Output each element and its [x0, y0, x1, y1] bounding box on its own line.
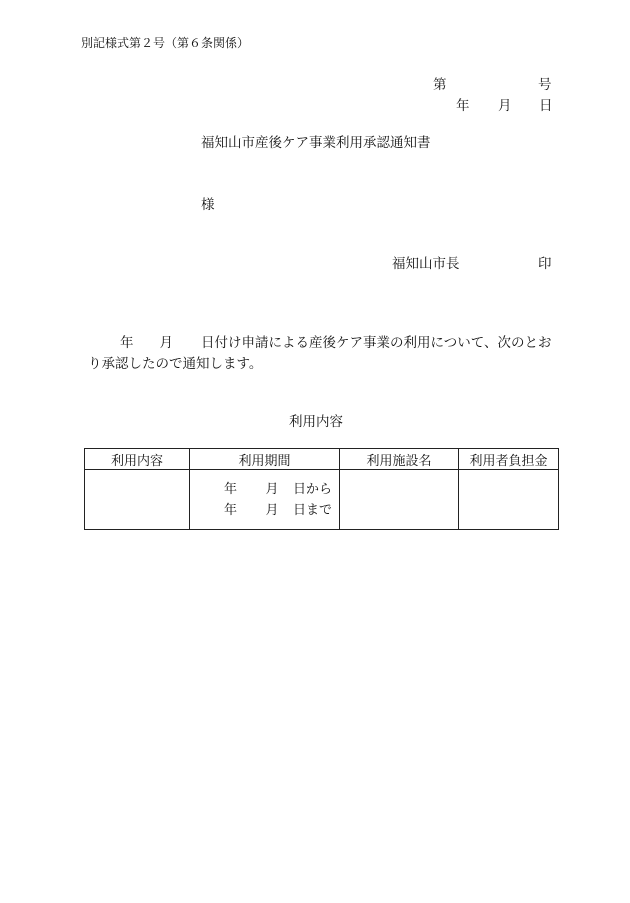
period-from: [190, 479, 339, 500]
issue-date-month: 月: [498, 98, 512, 114]
period-to-year: 年: [223, 502, 237, 518]
header-user-fee: 利用者負担金: [459, 449, 559, 470]
period-to-month: 月: [265, 502, 279, 518]
seal-mark: 印: [538, 256, 552, 272]
header-facility-name: 利用施設名: [340, 449, 459, 470]
issue-date-day: 日: [539, 98, 553, 114]
body-month: 月: [159, 335, 173, 351]
table-header-row: [85, 449, 559, 470]
addressee-suffix: 様: [201, 197, 215, 213]
cell-user-fee[interactable]: [459, 470, 559, 530]
period-to-suffix: 日まで: [293, 502, 333, 518]
header-usage-content: 利用内容: [85, 449, 190, 470]
body-text: 日付け申請による産後ケア事業の利用について、次のとお: [201, 335, 552, 351]
cell-usage-period[interactable]: [190, 470, 340, 530]
period-to: [190, 500, 339, 521]
form-number: 別記様式第２号（第６条関係）: [81, 36, 250, 50]
period-from-year: 年: [223, 481, 237, 497]
section-title: 利用内容: [289, 414, 343, 430]
header-usage-period: 利用期間: [190, 449, 340, 470]
period-from-month: 月: [265, 481, 279, 497]
body-line-1: [120, 331, 551, 351]
table-row: [85, 470, 559, 530]
cell-usage-content[interactable]: [85, 470, 190, 530]
period-from-suffix: 日から: [293, 481, 333, 497]
issue-number-suffix: 号: [538, 77, 552, 93]
issue-number-prefix: 第: [433, 77, 447, 93]
cell-facility-name[interactable]: [340, 470, 459, 530]
issue-date-year: 年: [456, 98, 470, 114]
usage-table: [84, 448, 559, 530]
document-title: 福知山市産後ケア事業利用承認通知書: [201, 135, 431, 151]
body-year: 年: [120, 335, 134, 351]
body-line-2: り承認したので通知します。: [88, 356, 263, 372]
issuer-name: 福知山市長: [392, 256, 460, 272]
